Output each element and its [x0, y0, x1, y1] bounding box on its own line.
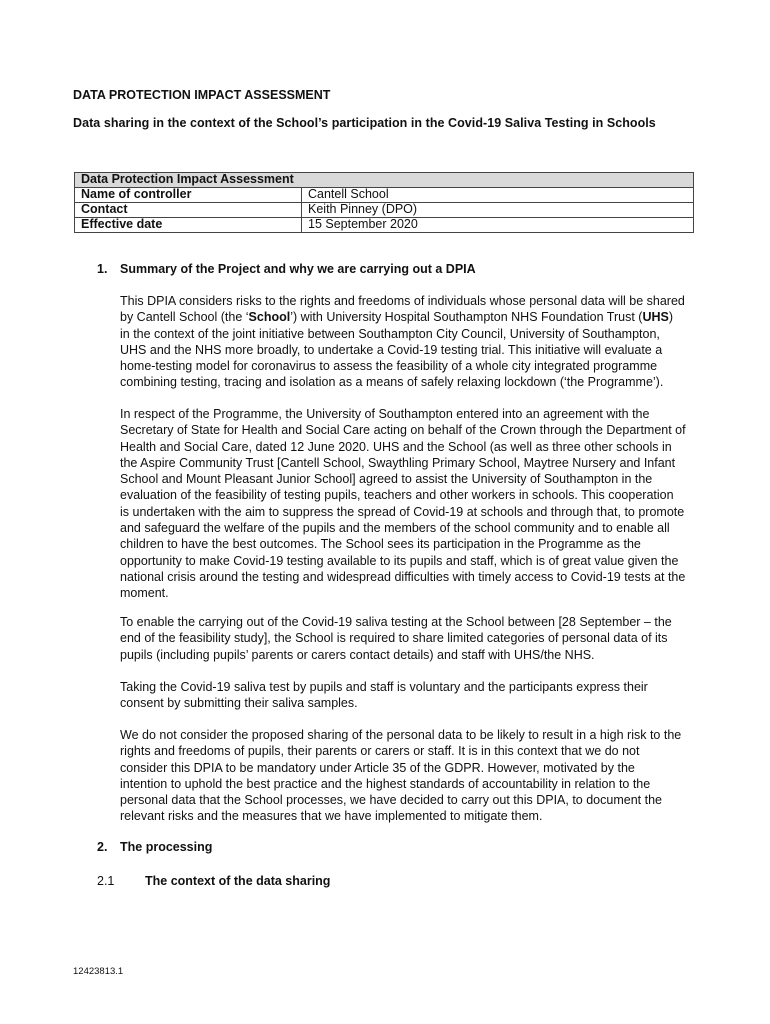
paragraph-line: pupils (including pupils’ parents or carers contact details) and staff with UHS/the NHS. — [120, 647, 595, 662]
paragraph-line: the Aspire Community Trust [Cantell School, Swaythling Primary School, Maytree Nursery and Infant — [120, 455, 676, 470]
paragraph-2 — [120, 406, 712, 602]
paragraph-line: relevant risks and the measures that we have implemented to mitigate them. — [120, 809, 543, 824]
paragraph-line: School and Mount Pleasant Junior School] agreed to assist the University of Southampton in the — [120, 472, 653, 487]
table-row — [75, 218, 694, 233]
text-run: by Cantell School (the ‘ — [120, 310, 249, 325]
section-1-number: 1. — [97, 262, 108, 276]
table-row — [75, 203, 694, 218]
text-run: ’) with University Hospital Southampton NHS Foundation Trust ( — [290, 310, 643, 325]
paragraph-line: moment. — [120, 586, 169, 601]
document-subtitle: Data sharing in the context of the School’s participation in the Covid-19 Saliva Testing in Schools — [73, 116, 656, 130]
section-2-heading: The processing — [120, 840, 213, 854]
section-2-1-number: 2.1 — [97, 874, 115, 888]
paragraph-line: Health and Social Care, dated 12 June 2020. UHS and the School (as well as three other schools in — [120, 439, 672, 454]
paragraph-line: in the context of the joint initiative between Southampton City Council, University of Southampton, — [120, 326, 660, 341]
paragraph-line: and safeguard the welfare of the pupils and the members of the school community and to enable all — [120, 521, 670, 536]
paragraph-line: UHS and the NHS more broadly, to undertake a Covid-19 testing trial. This initiative will evaluate a — [120, 342, 663, 357]
table-value: 15 September 2020 — [302, 218, 694, 233]
paragraph-line — [120, 309, 712, 325]
paragraph-line: end of the feasibility study], the School is required to share limited categories of personal data of its — [120, 631, 668, 646]
paragraph-1 — [120, 293, 712, 391]
section-2-1-heading: The context of the data sharing — [145, 874, 331, 888]
paragraph-line: Secretary of State for Health and Social Care acting on behalf of the Crown through the Department of — [120, 423, 686, 438]
paragraph-line: home-testing model for coronavirus to assess the feasibility of a whole city integrated programme — [120, 359, 658, 374]
paragraph-line: combining testing, tracing and isolation as a means of safely relaxing lockdown (‘the Programme’). — [120, 375, 664, 390]
paragraph-line: opportunity to make Covid-19 testing available to its pupils and staff, which is of great value given the — [120, 553, 679, 568]
paragraph-5 — [120, 727, 712, 825]
document-reference: 12423813.1 — [73, 966, 124, 977]
table-key: Name of controller — [75, 188, 302, 203]
paragraph-line: rights and freedoms of pupils, their parents or carers or staff. It is in this context that we do not — [120, 744, 640, 759]
paragraph-line: To enable the carrying out of the Covid-19 saliva testing at the School between [28 September – the — [120, 615, 672, 629]
table-header-row — [75, 173, 694, 188]
section-2-number: 2. — [97, 840, 108, 854]
paragraph-line: consider this DPIA to be mandatory under Article 35 of the GDPR. However, motivated by the — [120, 760, 635, 775]
paragraph-line: evaluation of the feasibility of testing pupils, teachers and other workers in schools. This cooperation — [120, 488, 674, 503]
paragraph-line: intention to uphold the best practice and the highest standards of accountability in relation to the — [120, 776, 651, 791]
paragraph-3 — [120, 614, 712, 663]
term-school: School — [248, 310, 291, 325]
table-header: Data Protection Impact Assessment — [75, 173, 694, 188]
paragraph-line: In respect of the Programme, the University of Southampton entered into an agreement with the — [120, 407, 650, 421]
document-title: DATA PROTECTION IMPACT ASSESSMENT — [73, 88, 331, 102]
table-row — [75, 188, 694, 203]
paragraph-4 — [120, 679, 712, 712]
table-key: Effective date — [75, 218, 302, 233]
table-key: Contact — [75, 203, 302, 218]
paragraph-line: national crisis around the testing and widespread difficulties with timely access to Covid-19 tests at the — [120, 569, 686, 584]
paragraph-line: personal data that the School processes, we have decided to carry out this DPIA, to document the — [120, 793, 662, 808]
table-value: Cantell School — [302, 188, 694, 203]
term-uhs: UHS — [642, 310, 669, 325]
paragraph-line: is undertaken with the aim to suppress the spread of Covid-19 at schools and through that, to promote — [120, 504, 685, 519]
info-table — [74, 172, 694, 233]
table-value: Keith Pinney (DPO) — [302, 203, 694, 218]
paragraph-line: children to have the best outcomes. The School sees its participation in the Programme as the — [120, 537, 641, 552]
paragraph-line: Taking the Covid-19 saliva test by pupils and staff is voluntary and the participants express their — [120, 680, 648, 694]
paragraph-line: This DPIA considers risks to the rights and freedoms of individuals whose personal data will be shared — [120, 294, 685, 308]
section-1-heading: Summary of the Project and why we are carrying out a DPIA — [120, 262, 476, 276]
paragraph-line: We do not consider the proposed sharing of the personal data to be likely to result in a high risk to the — [120, 728, 682, 742]
text-run: ) — [668, 310, 674, 325]
paragraph-line: consent by submitting their saliva samples. — [120, 696, 358, 711]
